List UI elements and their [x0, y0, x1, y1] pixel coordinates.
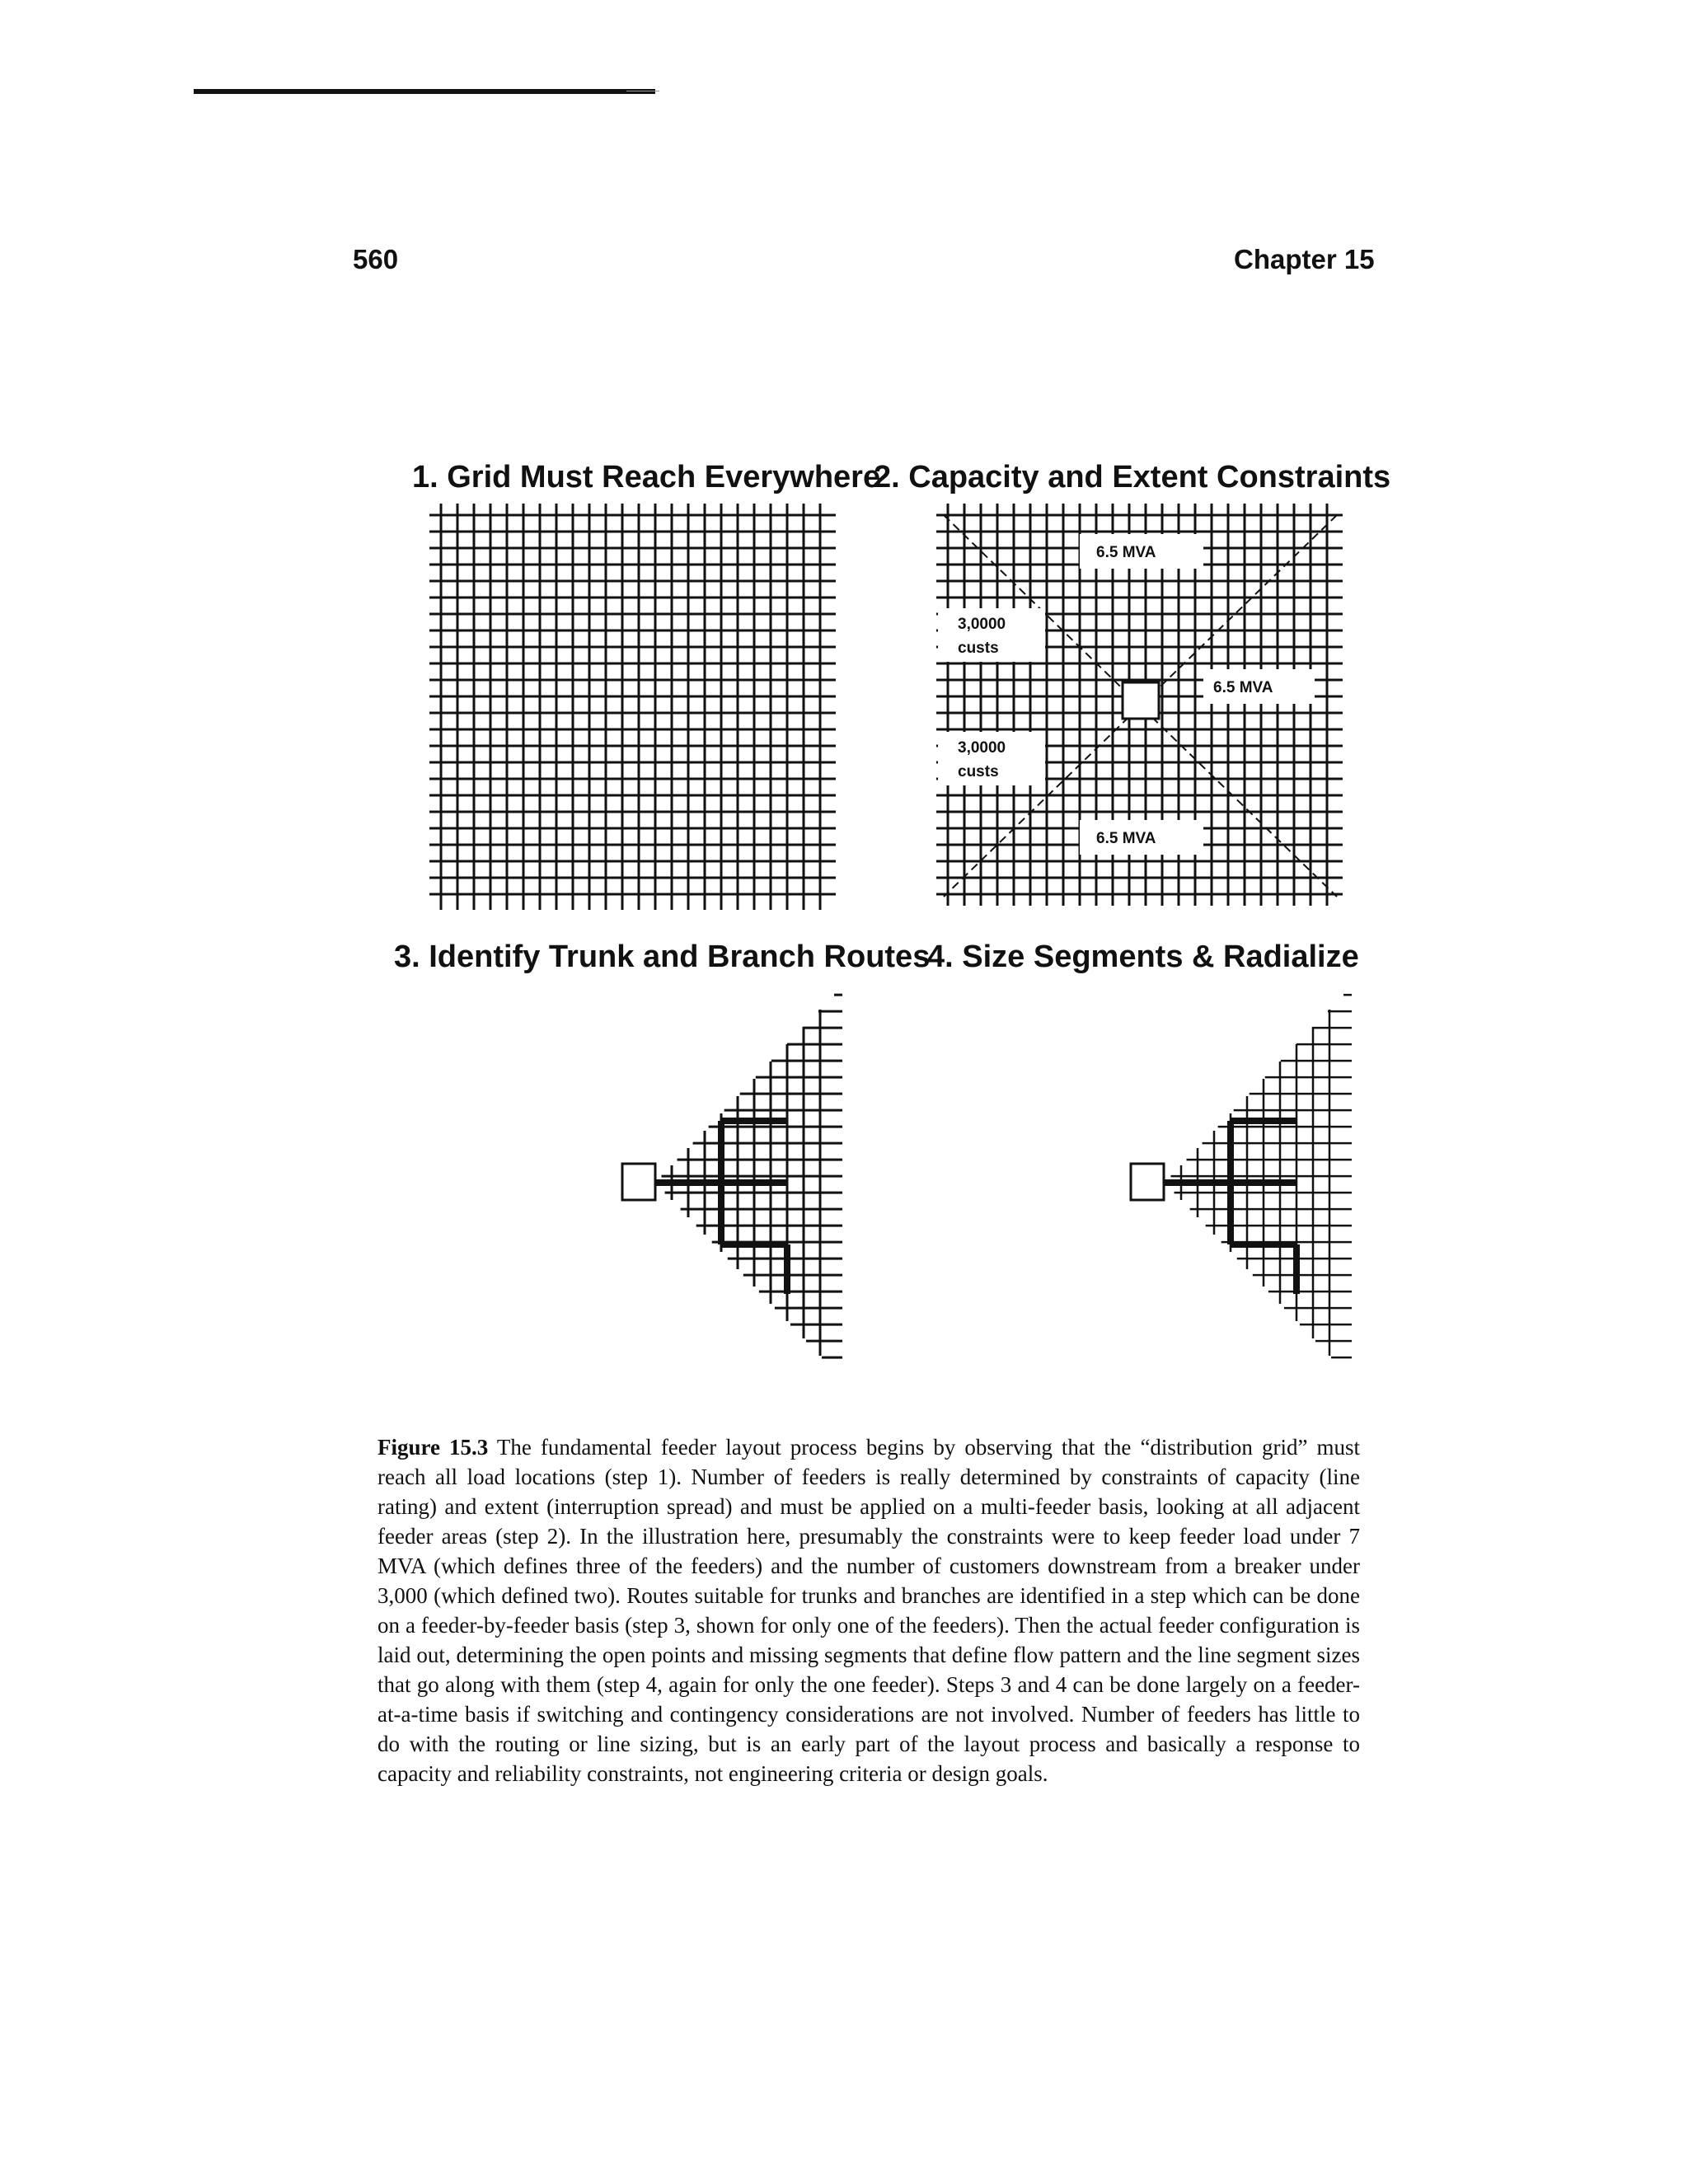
figure-label: Figure 15.3: [377, 1435, 489, 1460]
panel-3-grid: [661, 995, 842, 1357]
substation-box-panel-2: [1123, 682, 1159, 719]
panel-1-grid: [429, 504, 836, 910]
caption-text: The fundamental feeder layout process begins by observing that the “distribution grid” must reach all load locations (step 1). Number of feeders is really determined by constraints of capacity (line rating) and extent (interruption spread) and must be applied on a multi-feeder basis, looking at all adjacent feeder areas (step 2). In the illustration here, presumably the constraints were to keep feeder load under 7 MVA (which defines three of the feeders) and the number of customers downstream from a breaker under 3,000 (which defined two). Routes suitable for trunks and branches are identified in a step which can be done on a feeder-by-feeder basis (step 3, shown for only one of the feeders). Then the actual feeder configuration is laid out, determining the open points and missing segments that define flow pattern and the line segment sizes that go along with them (step 4, again for only the one feeder). Steps 3 and 4 can be done largely on a feeder-at-a-time basis if switching and contingency considerations are not involved. Number of feeders has little to do with the routing or line sizing, but is an early part of the layout process and basically a response to capacity and reliability constraints, not engineering criteria or design goals.: [377, 1435, 1360, 1786]
page-number: 560: [353, 244, 399, 274]
panel-1-title: 1. Grid Must Reach Everywhere: [412, 460, 881, 494]
label-custs-top-1: 3,0000: [958, 616, 1006, 633]
substation-box-panel-3: [622, 1164, 655, 1200]
panel-3-trunk-routes: [655, 1121, 787, 1294]
figure-caption: [377, 1432, 1360, 1788]
label-mva-right: 6.5 MVA: [1213, 679, 1273, 696]
substation-box-panel-4: [1131, 1164, 1164, 1200]
panel-3-title: 3. Identify Trunk and Branch Routes: [394, 940, 931, 974]
label-custs-top-2: custs: [958, 640, 999, 657]
panel-2-title: 2. Capacity and Extent Constraints: [874, 460, 1391, 494]
label-mva-top: 6.5 MVA: [1096, 544, 1156, 561]
panel-4-title: 4. Size Segments & Radialize: [927, 940, 1359, 974]
chapter-title: Chapter 15: [1234, 244, 1375, 274]
panel-4-radial-trunk: [1165, 1121, 1296, 1294]
label-custs-bottom-2: custs: [958, 763, 999, 780]
label-mva-bottom: 6.5 MVA: [1096, 830, 1156, 847]
label-custs-bottom-1: 3,0000: [958, 739, 1006, 757]
panel-4-grid: [1170, 995, 1352, 1357]
